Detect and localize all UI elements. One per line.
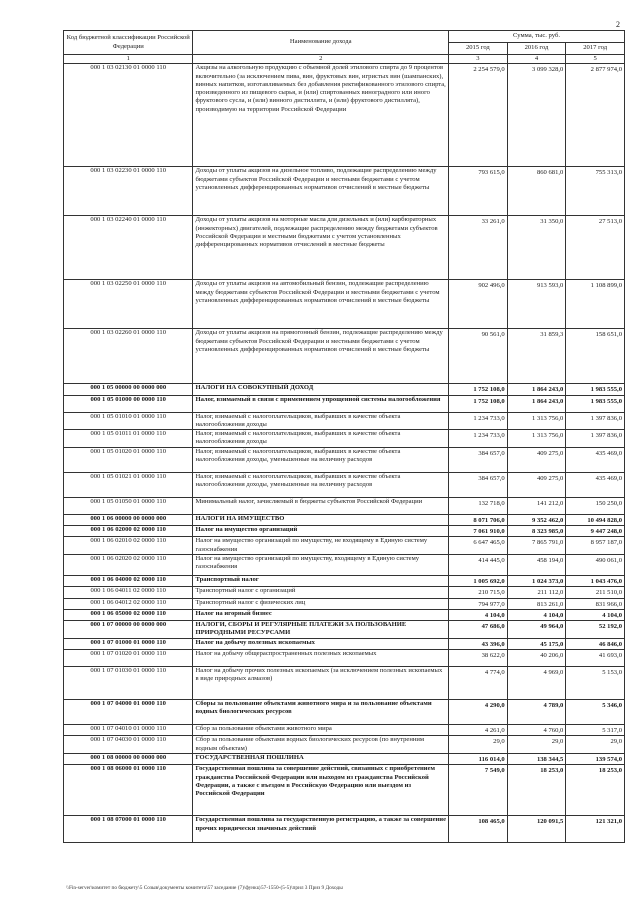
row-value-2017-text: 755 313,0 [595,169,622,177]
table-body [64,64,625,843]
row-value-2015 [449,638,508,649]
row-value-2016-text: 458 194,0 [536,556,564,564]
row-value-2017-text: 5 317,0 [602,727,622,735]
row-value-2015 [449,430,508,448]
row-value-2017-text: 52 192,0 [598,623,622,631]
row-value-2017 [566,554,625,575]
table-row [64,650,625,667]
table-row [64,412,625,430]
row-value-2017-text: 435 469,0 [595,449,622,457]
row-value-2017-text: 435 469,0 [595,474,622,482]
row-value-2016-text: 9 352 462,0 [532,516,564,524]
row-value-2017 [566,280,625,329]
row-code: 000 1 05 01000 00 0000 110 [64,395,193,412]
row-value-2016-text: 1 313 756,0 [532,414,564,422]
row-name: Государственная пошлина за государственную регистрацию, а также за совершение прочих юридически значимых действий [193,816,449,843]
row-value-2016 [507,447,566,472]
row-value-2015-text: 4 290,0 [484,702,505,710]
header-name: Наименование дохода [193,31,449,55]
row-value-2015 [449,667,508,700]
row-value-2016 [507,638,566,649]
row-name: Налог на имущество организаций по имуществу, входящему в Единую систему газоснабжения [193,554,449,575]
row-value-2017-text: 1 397 836,0 [590,432,622,440]
row-value-2015 [449,753,508,764]
row-code: 000 1 06 02020 02 0000 110 [64,554,193,575]
row-value-2015-text: 1 005 692,0 [473,577,505,585]
row-value-2015-text: 43 396,0 [481,640,505,648]
row-code: 000 1 06 02010 02 0000 110 [64,537,193,555]
row-value-2015 [449,514,508,525]
row-code: 000 1 07 01020 01 0000 110 [64,650,193,667]
row-name: Налог, взимаемый с налогоплательщиков, выбравших в качестве объекта налогообложения доходы, уменьшенные на величину расходов [193,472,449,497]
row-value-2017-text: 1 108 899,0 [590,282,622,290]
row-value-2016-text: 1 024 373,0 [532,577,564,585]
row-name: Доходы от уплаты акцизов на автомобильный бензин, подлежащие распределению между бюджетами субъектов Российской Федерации и местными бюджетами с учетом установленных дифференцированных нормативов отчислений в местные бюджеты [193,280,449,329]
row-code: 000 1 03 02130 01 0000 110 [64,64,193,167]
row-name: Транспортный налог [193,575,449,586]
row-value-2015-text: 2 254 579,0 [473,66,505,74]
row-value-2017-text: 29,0 [610,738,622,746]
row-value-2015-text: 7 549,0 [484,767,505,775]
row-value-2016-text: 31 350,0 [540,218,564,226]
row-value-2015 [449,412,508,430]
row-name: Доходы от уплаты акцизов на моторные масла для дизельных и (или) карбюраторных (инжекторных) двигателей, подлежащие распределению между бюджетами субъектов Российской Федерации и местными бюджетами с учетом установленных дифференцированных нормативов отчислений в местные бюджеты [193,216,449,280]
index-5: 5 [566,55,625,64]
row-value-2015-text: 4 261,0 [484,727,505,735]
table-row [64,384,625,395]
row-value-2015 [449,329,508,384]
row-value-2016-text: 18 253,0 [540,767,564,775]
row-value-2016-text: 120 091,5 [536,818,564,826]
row-value-2016-text: 1 313 756,0 [532,432,564,440]
row-value-2015-text: 90 561,0 [481,331,505,339]
row-value-2017 [566,216,625,280]
row-value-2015 [449,765,508,816]
row-value-2016-text: 29,0 [551,738,564,746]
row-value-2016 [507,537,566,555]
row-value-2017-text: 831 966,0 [595,600,622,608]
row-value-2015-text: 4 774,0 [484,669,505,677]
row-name: Акцизы на алкогольную продукцию с объемной долей этилового спирта до 9 процентов включительно (за исключением пива, вин, фруктовых вин, игристых вин (шампанских), винных напитков, изготавливаемых без добавления ректификованного этилового спирта, произведенного из пищевого сырья, и (или) спиртованных виноградного или иного фруктового сусла, и (или) винного дистиллята, и (или) фруктового дистиллята), производимую на территории Российской Федерации [193,64,449,167]
row-value-2017-text: 139 574,0 [595,755,622,763]
row-value-2015 [449,280,508,329]
row-value-2015-text: 108 465,0 [478,818,505,826]
table-row [64,598,625,609]
row-name: НАЛОГИ НА СОВОКУПНЫЙ ДОХОД [193,384,449,395]
row-name: НАЛОГИ НА ИМУЩЕСТВО [193,514,449,525]
table-row [64,395,625,412]
row-value-2016 [507,667,566,700]
row-value-2015-text: 4 104,0 [484,611,505,619]
row-value-2015 [449,64,508,167]
row-value-2017 [566,650,625,667]
row-value-2015-text: 210 715,0 [478,589,505,597]
index-4: 4 [507,55,566,64]
row-value-2017-text: 10 494 828,0 [587,516,622,524]
row-value-2017 [566,497,625,514]
row-value-2016 [507,497,566,514]
table-row [64,167,625,216]
row-value-2017-text: 18 253,0 [598,767,622,775]
row-value-2016-text: 1 864 243,0 [532,397,564,405]
row-value-2015-text: 1 752 108,0 [473,386,505,394]
table-row [64,554,625,575]
row-value-2015-text: 794 977,0 [478,600,505,608]
table-row [64,609,625,620]
row-value-2015 [449,575,508,586]
row-value-2017-text: 150 250,0 [595,499,622,507]
row-code: 000 1 05 01020 01 0000 110 [64,447,193,472]
row-name: Сбор за пользование объектами животного мира [193,725,449,736]
row-value-2015 [449,587,508,598]
row-name: Налог, взимаемый с налогоплательщиков, выбравших в качестве объекта налогообложения доходы [193,412,449,430]
row-name: Налог, взимаемый в связи с применением упрощенной системы налогообложения [193,395,449,412]
row-code: 000 1 06 04011 02 0000 110 [64,587,193,598]
index-2: 2 [193,55,449,64]
row-name: Транспортный налог с физических лиц [193,598,449,609]
row-value-2016-text: 3 099 328,0 [532,66,564,74]
row-value-2016-text: 860 681,0 [536,169,564,177]
row-value-2016-text: 409 275,0 [536,449,564,457]
row-value-2016-text: 4 789,0 [543,702,564,710]
row-value-2015-text: 1 752 108,0 [473,397,505,405]
row-value-2016 [507,575,566,586]
table-row [64,816,625,843]
row-name: Налог на добычу общераспространенных полезных ископаемых [193,650,449,667]
row-value-2016 [507,412,566,430]
row-value-2016-text: 1 864 243,0 [532,386,564,394]
row-code: 000 1 06 04000 02 0000 110 [64,575,193,586]
row-value-2016-text: 141 212,0 [536,499,564,507]
row-value-2015-text: 793 615,0 [478,169,505,177]
row-value-2015-text: 902 496,0 [478,282,505,290]
row-value-2015 [449,447,508,472]
row-value-2016-text: 4 760,0 [543,727,564,735]
row-value-2016 [507,621,566,639]
row-value-2017-text: 1 043 476,0 [590,577,622,585]
row-value-2015-text: 47 686,0 [481,623,505,631]
row-value-2016-text: 409 275,0 [536,474,564,482]
row-name: ГОСУДАРСТВЕННАЯ ПОШЛИНА [193,753,449,764]
row-value-2016 [507,753,566,764]
row-name: Доходы от уплаты акцизов на дизельное топливо, подлежащие распределению между бюджетами субъектов Российской Федерации и местными бюджетами с учетом установленных дифференцированных нормативов отчислений в местные бюджеты [193,167,449,216]
row-code: 000 1 07 01000 01 0000 110 [64,638,193,649]
row-value-2016-text: 45 175,0 [540,640,564,648]
row-name: НАЛОГИ, СБОРЫ И РЕГУЛЯРНЫЕ ПЛАТЕЖИ ЗА ПОЛЬЗОВАНИЕ ПРИРОДНЫМИ РЕСУРСАМИ [193,621,449,639]
row-value-2017 [566,575,625,586]
table-row [64,216,625,280]
header-year-2016: 2016 год [507,43,566,55]
row-value-2016 [507,395,566,412]
row-code: 000 1 07 00000 00 0000 000 [64,621,193,639]
table-row [64,526,625,537]
table-row [64,472,625,497]
table-row [64,667,625,700]
row-value-2015-text: 29,0 [493,738,505,746]
row-value-2017-text: 211 510,0 [595,589,622,597]
row-value-2016-text: 8 323 985,0 [532,528,564,536]
row-value-2017 [566,64,625,167]
row-value-2015 [449,526,508,537]
table-row [64,587,625,598]
row-code: 000 1 03 02260 01 0000 110 [64,329,193,384]
row-code: 000 1 05 01050 01 0000 110 [64,497,193,514]
row-value-2017 [566,447,625,472]
row-value-2016 [507,736,566,754]
row-code: 000 1 05 01021 01 0000 110 [64,472,193,497]
table-row [64,753,625,764]
row-value-2016-text: 813 261,0 [536,600,564,608]
row-value-2017 [566,725,625,736]
row-value-2017 [566,816,625,843]
row-value-2015-text: 384 657,0 [478,449,505,457]
row-value-2017 [566,537,625,555]
row-value-2016 [507,216,566,280]
row-code: 000 1 07 04030 01 0000 110 [64,736,193,754]
row-name: Налог, взимаемый с налогоплательщиков, выбравших в качестве объекта налогообложения доходы [193,430,449,448]
row-value-2016 [507,430,566,448]
table-row [64,497,625,514]
row-value-2017-text: 41 693,0 [598,652,622,660]
row-value-2015 [449,216,508,280]
row-value-2015-text: 33 261,0 [481,218,505,226]
row-value-2017 [566,609,625,620]
row-name: Сбор за пользование объектами водных биологических ресурсов (по внутренним водным объектам) [193,736,449,754]
row-value-2016 [507,64,566,167]
row-name: Минимальный налог, зачисляемый в бюджеты субъектов Российской Федерации [193,497,449,514]
row-value-2015 [449,537,508,555]
row-value-2015-text: 8 071 706,0 [473,516,505,524]
row-value-2016 [507,514,566,525]
row-name: Налог на имущество организаций по имуществу, не входящему в Единую систему газоснабжения [193,537,449,555]
row-value-2016 [507,765,566,816]
table-row [64,638,625,649]
header-year-2015: 2015 год [449,43,508,55]
row-value-2016 [507,280,566,329]
row-value-2017 [566,412,625,430]
row-value-2017 [566,667,625,700]
table-row [64,736,625,754]
row-code: 000 1 03 02230 01 0000 110 [64,167,193,216]
row-value-2016 [507,587,566,598]
row-code: 000 1 08 00000 00 0000 000 [64,753,193,764]
row-value-2016 [507,167,566,216]
row-value-2016-text: 211 112,0 [537,589,564,597]
row-name: Доходы от уплаты акцизов на прямогонный бензин, подлежащие распределению между бюджетами субъектов Российской Федерации и местными бюджетами с учетом установленных дифференцированных нормативов отчислений в местные бюджеты [193,329,449,384]
row-code: 000 1 06 00000 00 0000 000 [64,514,193,525]
row-value-2015-text: 116 014,0 [478,755,505,763]
row-value-2016 [507,598,566,609]
row-value-2015 [449,395,508,412]
table-row [64,329,625,384]
row-value-2017 [566,598,625,609]
row-value-2015 [449,650,508,667]
row-value-2017-text: 5 153,0 [602,669,622,677]
row-value-2015 [449,472,508,497]
row-value-2016 [507,472,566,497]
table-row [64,447,625,472]
table-row [64,700,625,725]
row-value-2017-text: 46 846,0 [598,640,622,648]
file-path-footer: \\Fin-server\комитет по бюджету\5 Созыв\документы комитета\57 заседание (7)\функц\57-1550-(5-5)\прил 3 Приз 9 Доходы [66,885,343,891]
row-value-2015 [449,736,508,754]
row-value-2015 [449,497,508,514]
row-value-2016-text: 40 206,0 [540,652,564,660]
table-row [64,430,625,448]
row-value-2017-text: 158 651,0 [595,331,622,339]
table-row [64,280,625,329]
table-row [64,725,625,736]
row-value-2017 [566,700,625,725]
row-code: 000 1 06 02000 02 0000 110 [64,526,193,537]
row-value-2016-text: 49 964,0 [540,623,564,631]
row-value-2015 [449,621,508,639]
row-value-2017 [566,514,625,525]
row-value-2015-text: 1 234 733,0 [473,414,505,422]
row-value-2017-text: 4 104,0 [602,611,622,619]
row-value-2015 [449,700,508,725]
row-value-2017 [566,753,625,764]
row-value-2017 [566,765,625,816]
row-code: 000 1 07 04000 01 0000 110 [64,700,193,725]
row-value-2016 [507,650,566,667]
row-code: 000 1 07 01030 01 0000 110 [64,667,193,700]
row-value-2016-text: 913 593,0 [536,282,564,290]
row-value-2015-text: 38 622,0 [481,652,505,660]
row-name: Налог на имущество организаций [193,526,449,537]
table-row [64,621,625,639]
row-code: 000 1 03 02240 01 0000 110 [64,216,193,280]
row-value-2016 [507,554,566,575]
row-value-2015 [449,554,508,575]
row-value-2015 [449,167,508,216]
row-value-2017-text: 1 397 836,0 [590,414,622,422]
row-value-2017-text: 27 513,0 [598,218,622,226]
row-code: 000 1 03 02250 01 0000 110 [64,280,193,329]
row-value-2017 [566,736,625,754]
row-name: Государственная пошлина за совершение действий, связанных с приобретением гражданства Российской Федерации или выходом из гражданства Российской Федерации, а также с въездом в Российскую Федерацию или выездом из Российской Федерации [193,765,449,816]
row-value-2016 [507,700,566,725]
row-value-2015-text: 414 445,0 [478,556,505,564]
revenue-table [63,30,625,843]
row-code: 000 1 07 04010 01 0000 110 [64,725,193,736]
row-value-2015-text: 6 647 465,0 [473,539,505,547]
row-value-2017-text: 9 447 248,0 [590,528,622,536]
row-value-2017-text: 2 877 974,0 [590,66,622,74]
table-row [64,765,625,816]
row-name: Сборы за пользование объектами животного мира и за пользование объектами водных биологических ресурсов [193,700,449,725]
row-value-2017 [566,384,625,395]
row-value-2017 [566,430,625,448]
row-code: 000 1 06 04012 02 0000 110 [64,598,193,609]
row-value-2017 [566,587,625,598]
row-name: Транспортный налог с организаций [193,587,449,598]
row-value-2015-text: 1 234 733,0 [473,432,505,440]
row-value-2016-text: 4 104,0 [543,611,564,619]
row-value-2016-text: 138 344,5 [536,755,564,763]
row-value-2017 [566,621,625,639]
row-name: Налог на добычу полезных ископаемых [193,638,449,649]
row-value-2016 [507,816,566,843]
row-name: Налог на добычу прочих полезных ископаемых (за исключением полезных ископаемых в виде природных алмазов) [193,667,449,700]
row-value-2017-text: 1 983 555,0 [590,386,622,394]
row-value-2015 [449,725,508,736]
table-row [64,64,625,167]
row-value-2017 [566,472,625,497]
row-value-2017 [566,329,625,384]
header-year-2017: 2017 год [566,43,625,55]
header-sum: Сумма, тыс. руб. [449,31,625,43]
row-value-2016 [507,526,566,537]
header-code: Код бюджетной классификации Российской Федерации [64,31,193,55]
row-value-2017 [566,638,625,649]
row-value-2017-text: 5 346,0 [602,702,622,710]
row-value-2016 [507,609,566,620]
row-code: 000 1 08 06000 01 0000 110 [64,765,193,816]
row-value-2015 [449,816,508,843]
row-code: 000 1 05 00000 00 0000 000 [64,384,193,395]
row-value-2017-text: 490 061,0 [595,556,622,564]
row-value-2015-text: 132 718,0 [478,499,505,507]
row-value-2017 [566,395,625,412]
row-value-2015-text: 7 061 910,0 [473,528,505,536]
row-value-2015 [449,384,508,395]
table-row [64,575,625,586]
row-value-2015-text: 384 657,0 [478,474,505,482]
row-code: 000 1 05 01011 01 0000 110 [64,430,193,448]
table-row [64,514,625,525]
row-value-2016-text: 7 865 791,0 [532,539,564,547]
row-value-2015 [449,609,508,620]
row-value-2017-text: 8 957 187,0 [590,539,622,547]
row-value-2017 [566,167,625,216]
row-value-2015 [449,598,508,609]
index-3: 3 [449,55,508,64]
row-value-2017-text: 121 321,0 [595,818,622,826]
row-name: Налог, взимаемый с налогоплательщиков, выбравших в качестве объекта налогообложения доходы, уменьшенные на величину расходов [193,447,449,472]
table-row [64,537,625,555]
row-value-2017 [566,526,625,537]
row-value-2016-text: 4 969,0 [543,669,564,677]
row-value-2016 [507,384,566,395]
row-code: 000 1 08 07000 01 0000 110 [64,816,193,843]
page-number: 2 [616,20,620,29]
row-value-2016 [507,725,566,736]
row-code: 000 1 06 05000 02 0000 110 [64,609,193,620]
row-value-2017-text: 1 983 555,0 [590,397,622,405]
row-value-2016-text: 31 859,3 [540,331,564,339]
row-code: 000 1 05 01010 01 0000 110 [64,412,193,430]
index-1: 1 [64,55,193,64]
row-name: Налог на игорный бизнес [193,609,449,620]
row-value-2016 [507,329,566,384]
